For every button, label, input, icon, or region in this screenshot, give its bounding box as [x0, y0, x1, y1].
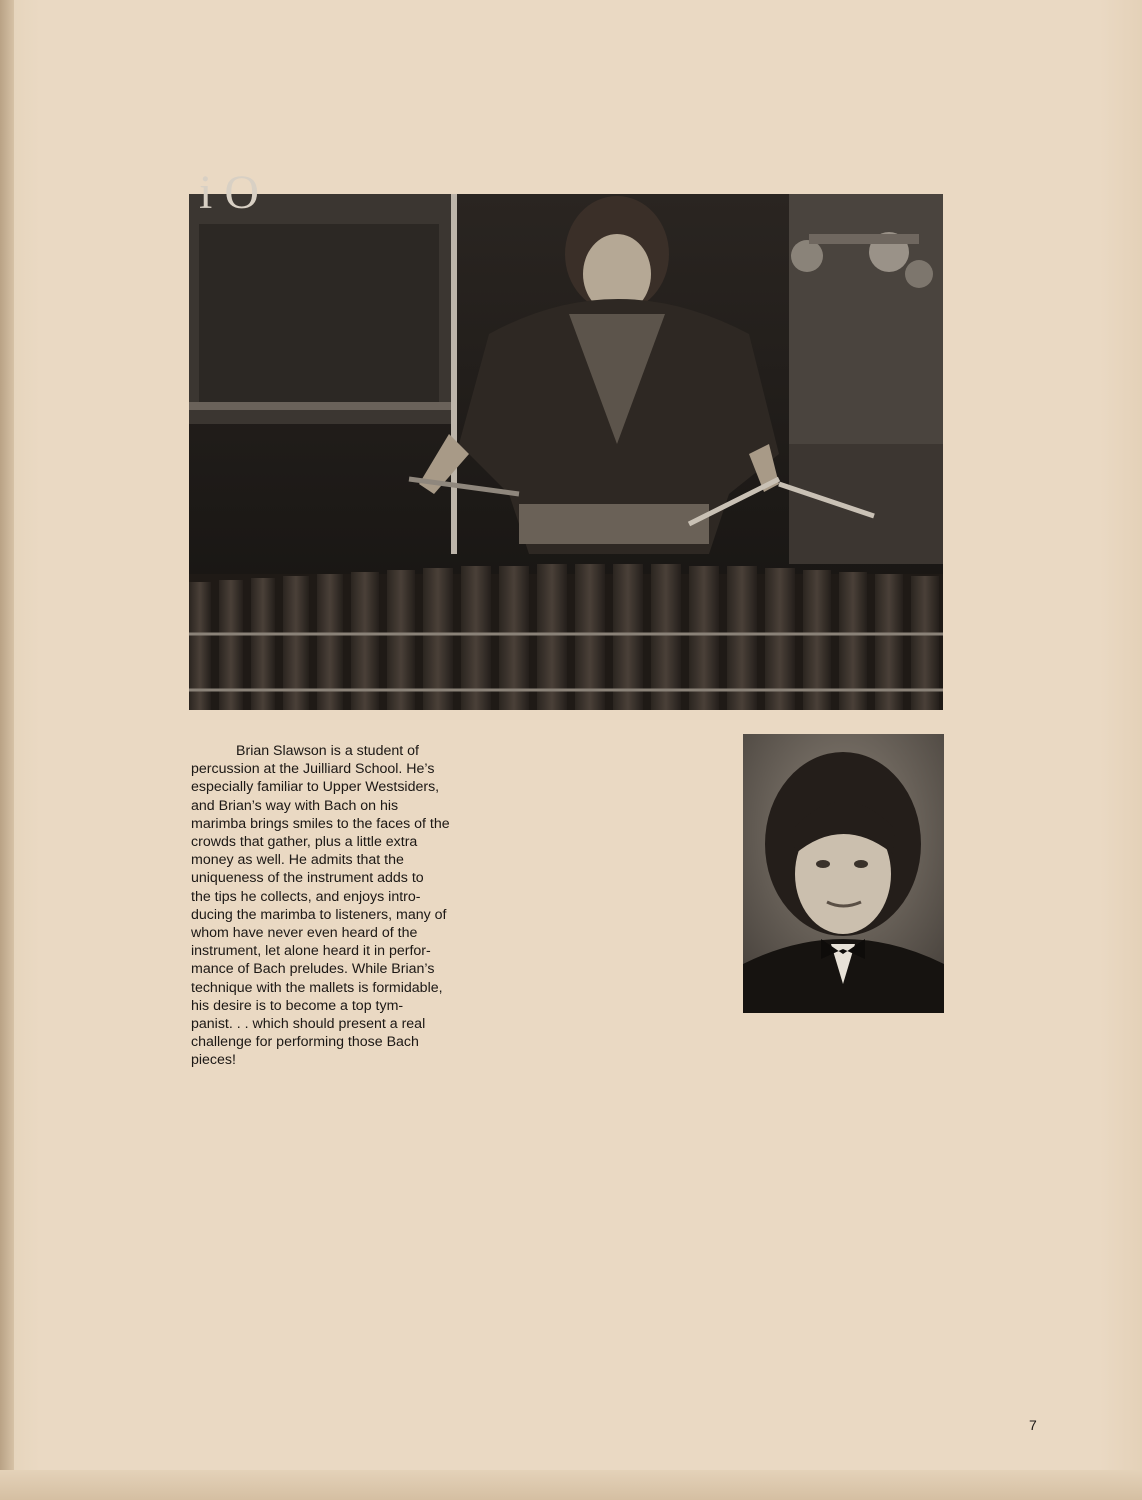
portrait-photo [743, 734, 944, 1013]
svg-text:i O: i O [199, 166, 259, 219]
marimba-performer-photo [189, 166, 943, 710]
article-caption: Brian Slawson is a student of percussion at the Juilliard School. He’s especially familiar to Upper Westsiders, and Brian’s way with Bach on his marimba brings smiles to the faces of the crowds that gather, plus a little extra money as well. He admits that the uniqueness of the instrument adds to the tips he collects, and enjoys intro- ducing the marimba to listeners, many of whom have never even heard of the instrument, let alone heard it in perfor- mance of Bach preludes. While Brian’s technique with the mallets is formidable, his desire is to become a top tym- panist. . . which should present a real challenge for performing those Bach pieces! [191, 743, 450, 1069]
page-binding-edge [0, 0, 14, 1500]
page-number: 7 [1029, 1417, 1037, 1433]
page-bottom-edge [0, 1470, 1142, 1500]
